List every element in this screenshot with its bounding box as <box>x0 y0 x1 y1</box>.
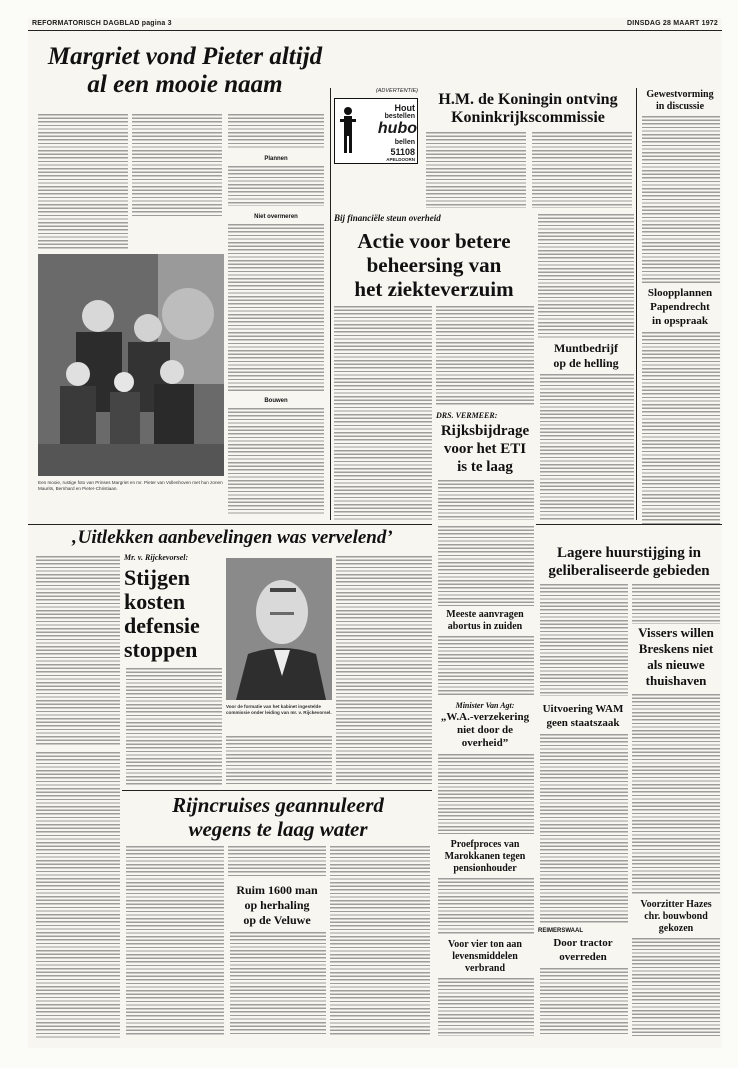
marokkanen-headline-3: pensionhouder <box>453 863 517 874</box>
hazes-body <box>632 938 720 1036</box>
vermeer-body <box>438 480 534 520</box>
section-rule-3 <box>122 790 432 791</box>
vermeer-kicker: DRS. VERMEER: <box>436 411 498 420</box>
wao-headline-1: „W.A.-verzekering <box>440 711 530 723</box>
huurstijging-body-col-2 <box>632 584 720 624</box>
hubo-hout: Hout <box>394 103 415 113</box>
koningin-body-col-2 <box>532 132 632 208</box>
hazes-headline-1: Voorzitter Hazes <box>640 899 712 910</box>
wao-headline-3: overheid” <box>461 737 509 749</box>
wam-headline-2: geen staatszaak <box>546 717 620 729</box>
margriet-body-col-1 <box>38 114 128 250</box>
ruim1600-headline-1: Ruim 1600 man <box>236 883 318 897</box>
uitlekken-body-col-3 <box>226 736 332 786</box>
gewestvorming-body <box>642 116 720 284</box>
hubo-phone: 51108 <box>390 147 415 157</box>
hubo-advertisement[interactable] <box>334 98 418 164</box>
margriet-sub-plannen: Plannen <box>264 156 288 162</box>
gewestvorming-headline-2: in discussie <box>655 101 705 112</box>
muntbedrijf-headline-1: Muntbedrijf <box>554 341 618 355</box>
margriet-sub-niet-overmeren: Niet overmeren <box>254 214 298 220</box>
vissers-headline-4: thuishaven <box>645 673 707 688</box>
margriet-headline-2: al een mooie naam <box>87 71 283 98</box>
margriet-body-col-3a <box>228 114 324 148</box>
margriet-body-col-3d <box>228 408 324 516</box>
abortus-body <box>438 636 534 696</box>
wam-body <box>540 734 628 924</box>
margriet-body-col-2 <box>132 114 222 218</box>
ziekteverzuim-headline-3: het ziekteverzuim <box>354 277 514 301</box>
vermeer-headline-3: is te laag <box>457 459 513 475</box>
ziekteverzuim-headline-2: beheersing van <box>366 253 502 277</box>
huurstijging-body-col-1 <box>540 584 628 696</box>
koningin-headline-2: Koninkrijkscommissie <box>451 109 605 126</box>
rijncruises-headline-2: wegens te laag water <box>188 817 368 841</box>
ziekteverzuim-body-col-1 <box>334 306 432 520</box>
marokkanen-body <box>438 878 534 934</box>
uitlekken-headline-3: defensie <box>124 613 200 638</box>
papendrecht-headline-2: Papendrecht <box>650 301 710 313</box>
margriet-headline-1: Margriet vond Pieter altijd <box>47 43 323 70</box>
koningin-body-col-1 <box>426 132 526 208</box>
papendrecht-headline-1: Sloopplannen <box>647 287 713 299</box>
uitlekken-body-col-2 <box>126 668 222 786</box>
margriet-body-col-3c <box>228 224 324 392</box>
koningin-headline-1: H.M. de Koningin ontving <box>438 91 618 108</box>
rijncruises-headline-1: Rijncruises geannuleerd <box>172 793 384 817</box>
royal-family-photo-caption: Een mooie, rustige foto van Prinses Margriet en mr. Pieter van Vollenhoven met hun zonen Maurits, Bernhard en Pieter-Christiaan. <box>38 480 223 491</box>
hazes-headline-2: chr. bouwbond <box>644 911 708 922</box>
section-rule-1 <box>28 524 432 525</box>
hubo-city: APELDOORN <box>386 157 415 162</box>
advertisement-label: (ADVERTENTIE) <box>375 88 418 94</box>
ruim1600-headline-2: op herhaling <box>244 898 310 912</box>
reimerswaal-body <box>540 968 628 1036</box>
vermeer-headline-1: Rijksbijdrage <box>440 423 530 439</box>
vissers-headline-1: Vissers willen <box>638 625 714 640</box>
ziekteverzuim-kicker: Bij financiële steun overheid <box>334 213 441 223</box>
section-rule-2 <box>536 524 722 525</box>
hazes-headline-3: gekozen <box>658 923 694 934</box>
ruim1600-body <box>230 932 326 1036</box>
koningin-body-col-3 <box>538 214 634 338</box>
papendrecht-body <box>642 332 720 526</box>
levensmiddelen-headline-3: verbrand <box>465 963 505 974</box>
levensmiddelen-headline-2: levensmiddelen <box>452 951 518 962</box>
uitlekken-headline: ‚Uitlekken aanbevelingen was vervelend’ <box>71 527 393 548</box>
masthead-rule <box>28 30 722 31</box>
vissers-body <box>632 694 720 894</box>
vissers-headline-3: als nieuwe <box>647 657 705 672</box>
reimerswaal-kicker: REIMERSWAAL <box>538 928 583 934</box>
marokkanen-headline-1: Proefproces van <box>450 839 520 850</box>
muntbedrijf-headline-2: op de helling <box>553 356 619 370</box>
rijckevorsel-portrait-photo <box>226 558 332 700</box>
wam-headline-1: Uitvoering WAM <box>542 703 624 715</box>
reimerswaal-headline-2: overreden <box>559 951 607 963</box>
levensmiddelen-body <box>438 978 534 1036</box>
masthead-date: DINSDAG 28 MAART 1972 <box>627 20 718 27</box>
ruim1600-headline-3: op de Veluwe <box>243 913 311 927</box>
margriet-body-col-3b <box>228 166 324 206</box>
gewestvorming-headline-1: Gewestvorming <box>646 89 714 100</box>
wao-kicker: Minister Van Agt: <box>455 701 515 710</box>
muntbedrijf-body <box>540 374 634 520</box>
rijckevorsel-caption: Voor de formatie van het kabinet ingestelde commissie onder leiding van mr. v. Rijckevorsel. <box>226 704 332 715</box>
wao-body <box>438 754 534 834</box>
papendrecht-headline-3: in opspraak <box>652 315 708 327</box>
uitlekken-body-col-4 <box>336 556 432 786</box>
abortus-headline-1: Meeste aanvragen <box>446 609 524 620</box>
rijncruises-body-col-1 <box>126 846 224 1036</box>
marokkanen-headline-2: Marokkanen tegen <box>444 851 526 862</box>
huurstijging-headline-2: geliberaliseerde gebieden <box>548 563 710 579</box>
uitlekken-headline-2: kosten <box>124 589 186 614</box>
huurstijging-headline-1: Lagere huurstijging in <box>557 545 701 561</box>
vissers-headline-2: Breskens niet <box>638 641 714 656</box>
hubo-bestellen: bestellen <box>384 113 415 120</box>
masthead <box>28 18 722 30</box>
hubo-bellen: bellen <box>394 139 415 146</box>
hubo-worker-figure <box>339 105 357 157</box>
wao-headline-2: niet door de <box>456 724 514 736</box>
uitlekken-body-col-1b <box>36 752 120 1040</box>
margriet-sub-bouwen: Bouwen <box>264 398 288 404</box>
newspaper-page <box>28 18 722 1048</box>
vermeer-headline-2: voor het ETI <box>443 441 527 457</box>
royal-family-photo <box>38 254 224 476</box>
rijncruises-body-col-3 <box>330 846 430 1036</box>
masthead-paper-name: REFORMATORISCH DAGBLAD pagina 3 <box>32 20 172 27</box>
abortus-headline-2: abortus in zuiden <box>447 621 523 632</box>
ziekteverzuim-body-col-2 <box>436 306 534 406</box>
uitlekken-kicker: Mr. v. Rijckevorsel: <box>124 553 189 562</box>
hubo-logo: hubo <box>377 120 417 137</box>
right-column-rule <box>636 88 637 520</box>
column-rule <box>330 88 331 520</box>
uitlekken-body-col-1 <box>36 556 120 746</box>
uitlekken-headline-1: Stijgen <box>124 565 190 590</box>
levensmiddelen-headline-1: Voor vier ton aan <box>448 939 522 950</box>
ziekteverzuim-headline-1: Actie voor betere <box>357 229 511 253</box>
vermeer-body-2 <box>438 526 534 606</box>
reimerswaal-headline-1: Door tractor <box>553 937 613 949</box>
rijncruises-body-col-2 <box>228 846 326 878</box>
uitlekken-headline-4: stoppen <box>124 637 198 662</box>
